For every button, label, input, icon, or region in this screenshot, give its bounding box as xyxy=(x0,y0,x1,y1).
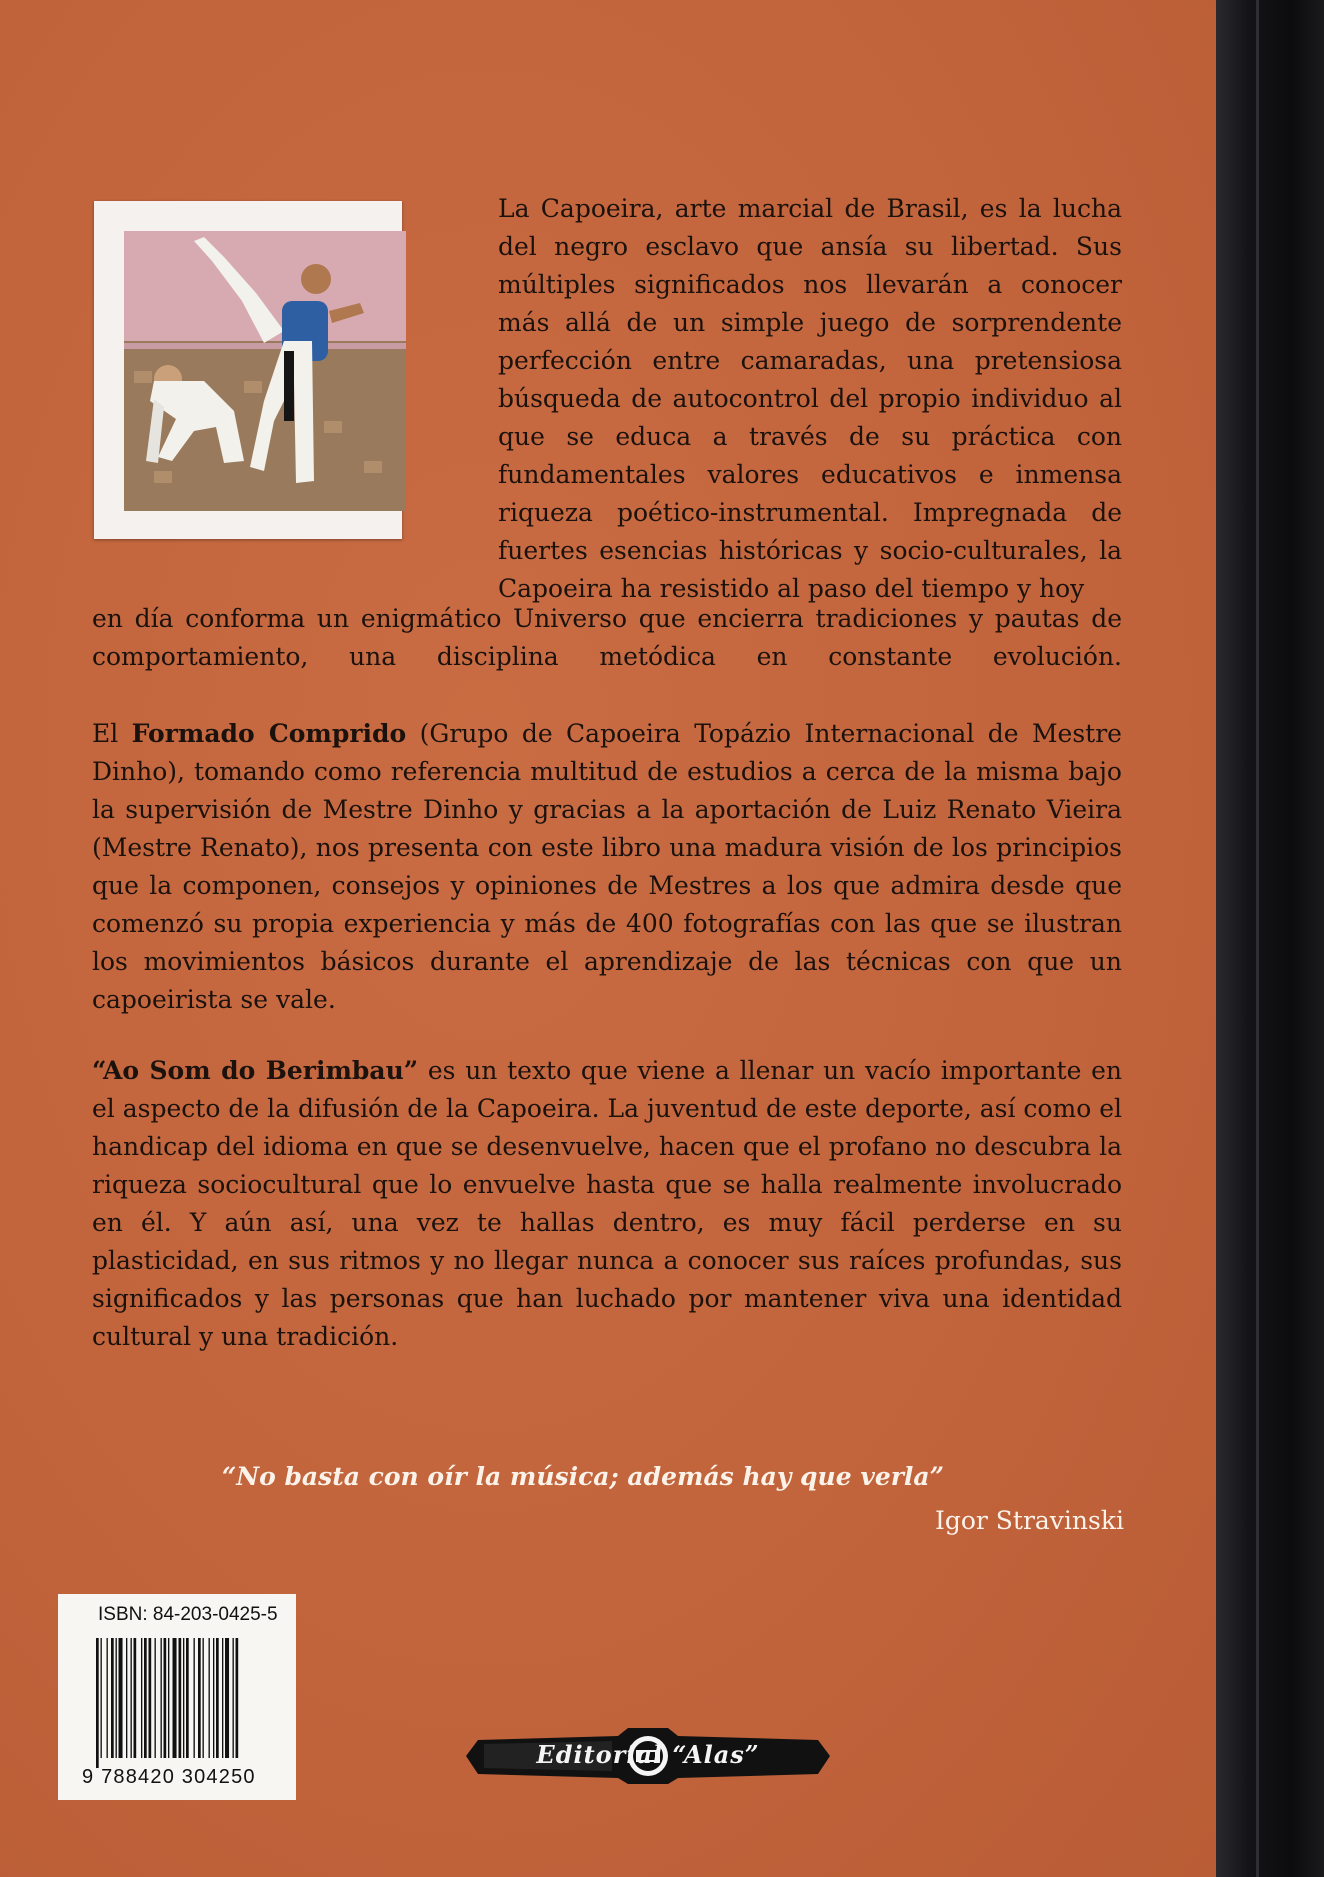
spine-edge xyxy=(1256,0,1259,1877)
isbn-digits: 9 788420 304250 xyxy=(82,1766,256,1788)
group-text: (Grupo de Capoeira Topázio Internacional de Mestre Dinho), tomando como referencia multitud de estudios a cerca de la misma bajo la supervisión de Mestre Dinho y gracias a la aportación de Luiz Renato Vieira (Mestre Renato), nos presenta con este libro una madura visión de los principios que la componen, consejos y opiniones de Mestres a los que admira desde que comenzó su propia experiencia y más de 400 fotografías con las que se ilustran los movimientos básicos durante el aprendizaje de las técnicas con que un capoeirista se vale. xyxy=(92,719,1122,1014)
isbn-label: ISBN: 84-203-0425-5 xyxy=(98,1604,278,1625)
quote-author: Igor Stravinski xyxy=(934,1506,1124,1535)
book-title: “Ao Som do Berimbau” xyxy=(92,1056,419,1085)
group-name: Formado Comprido xyxy=(131,719,407,748)
intro-paragraph-part1: La Capoeira, arte marcial de Brasil, es la lucha del negro esclavo que ansía su libertad. Sus múltiples significados nos llevarán a conocer más allá de un simple juego de sorprendente perfección entre camaradas, una pretensiosa búsqueda de autocontrol del propio individuo al que se educa a través de su práctica con fundamentales valores educativos e inmensa riqueza poético-instrumental. Impregnada de fuertes esencias históricas y socio-culturales, la Capoeira ha resistido al paso del tiempo y hoy xyxy=(498,194,1122,603)
group-paragraph xyxy=(92,715,1122,1019)
publisher-name: Editorial “Alas” xyxy=(536,1740,760,1769)
capoeira-photo xyxy=(124,231,406,511)
intro-paragraph-part2: en día conforma un enigmático Universo que encierra tradiciones y pautas de comportamiento, una disciplina metódica en constante evolución. xyxy=(92,604,1122,671)
group-prefix: El xyxy=(92,719,132,748)
photo-frame xyxy=(94,201,402,539)
book-text: es un texto que viene a llenar un vacío importante en el aspecto de la difusión de la Capoeira. La juventud de este deporte, así como el handicap del idioma en que se desenvuelve, hacen que el profano no descubra la riqueza sociocultural que lo envuelve hasta que se halla realmente involucrado en él. Y aún así, una vez te hallas dentro, es muy fácil perderse en su plasticidad, en sus ritmos y no llegar nunca a conocer sus raíces profundas, sus significados y las personas que han luchado por mantener viva una identidad cultural y una tradición. xyxy=(92,1056,1122,1351)
isbn-box xyxy=(58,1594,296,1800)
barcode-icon xyxy=(94,1638,284,1768)
book-spine xyxy=(1216,0,1324,1877)
quote-text: “No basta con oír la música; además hay que verla” xyxy=(221,1462,944,1491)
book-paragraph xyxy=(92,1052,1122,1356)
publisher-logo xyxy=(458,1726,838,1786)
